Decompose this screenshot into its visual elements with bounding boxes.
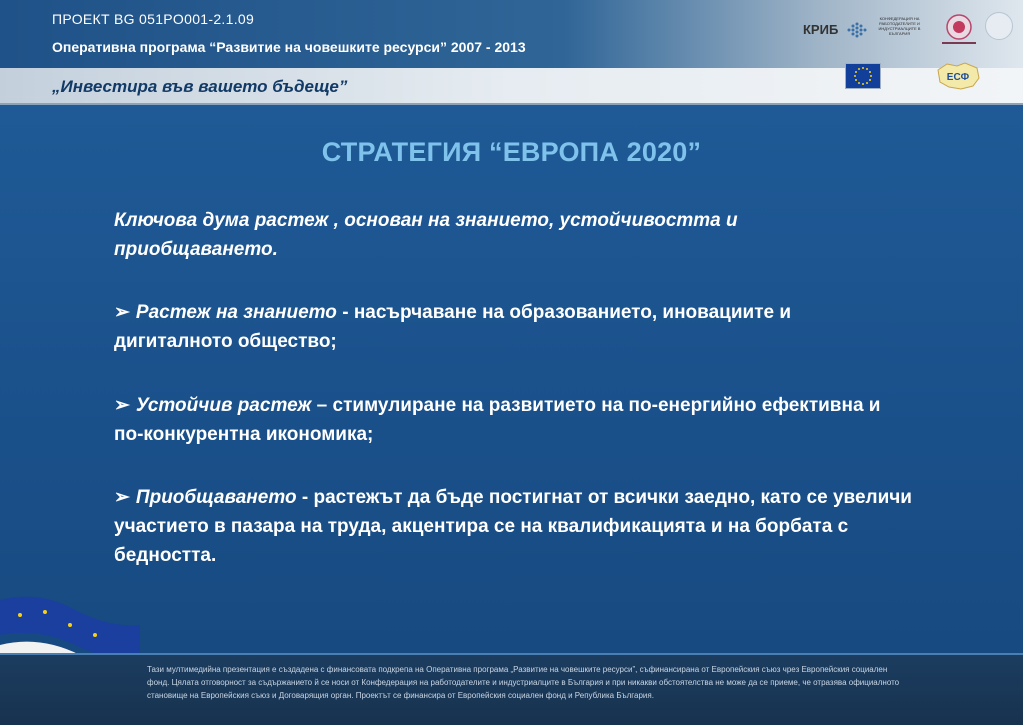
project-code: ПРОЕКТ BG 051PO001-2.1.09 [52, 11, 255, 27]
bullet-term: Приобщаването [135, 487, 297, 508]
bullet-item [114, 391, 914, 449]
esf-logo-text: ЕСФ [946, 72, 970, 83]
bullet-text: насърчаване на образованието, иновациите и дигиталното общество; [114, 302, 792, 352]
bullet-separator: - [336, 302, 354, 323]
slide-body [0, 105, 1023, 653]
program-title: Оперативна програма “Развитие на човешките ресурси” 2007 - 2013 [52, 39, 526, 55]
bullet-item [114, 483, 914, 570]
human-resources-logo [938, 12, 980, 48]
bullet-text: стимулиране на развитието на по-енергийно ефективна и по-конкурентна икономика; [114, 395, 881, 445]
bullet-separator: - [296, 487, 314, 508]
slide-title: СТРАТЕГИЯ “ЕВРОПА 2020” [321, 137, 702, 167]
arrow-bullet-icon: ➢ [114, 487, 130, 508]
esf-logo [935, 60, 981, 92]
krib-logo-text: КРИБ [803, 22, 839, 37]
bullet-item [114, 298, 914, 356]
emblem-icon [985, 12, 1013, 40]
bullet-text: растежът да бъде постигнат от всички заедно, като се увеличи участието в пазара на труда, акцентира се на квалификацията и на борбата с бедността. [114, 487, 912, 566]
krib-logo [803, 18, 867, 42]
footer-disclaimer: Тази мултимедийна презентация е създадена с финансовата подкрепа на Оперативна програма „Развитие на човешките ресурси”, съфинансирана от Европейския съюз чрез Европейския социален фонд. Цялата отговорност за съдържанието й се носи от Конфедерация на работодателите и индустриалците в България и при никакви обстоятелства не може да се приеме, че отразява официалното становище на Европейския съюз и Договарящия орган. Проектът се финансира от Европейския социален фонд и Република България. [147, 665, 900, 700]
bullet-term: Растеж на знанието [135, 302, 337, 323]
konfederation-logo-text: КОНФЕДЕРАЦИЯ НА РАБОТОДАТЕЛИТЕ И ИНДУСТРИАЛЦИТЕ В БЪЛГАРИЯ [878, 16, 921, 36]
slogan: „Инвестира във вашето бъдеще” [52, 77, 348, 96]
arrow-bullet-icon: ➢ [114, 302, 130, 323]
dots-icon [847, 22, 867, 38]
arrow-bullet-icon: ➢ [114, 395, 130, 416]
eu-flag-icon [845, 63, 881, 89]
intro-text: Ключова дума растеж , основан на знанието, устойчивостта и приобщаването. [114, 210, 738, 260]
bullet-separator: – [311, 395, 333, 416]
bullet-term: Устойчив растеж [135, 395, 312, 416]
